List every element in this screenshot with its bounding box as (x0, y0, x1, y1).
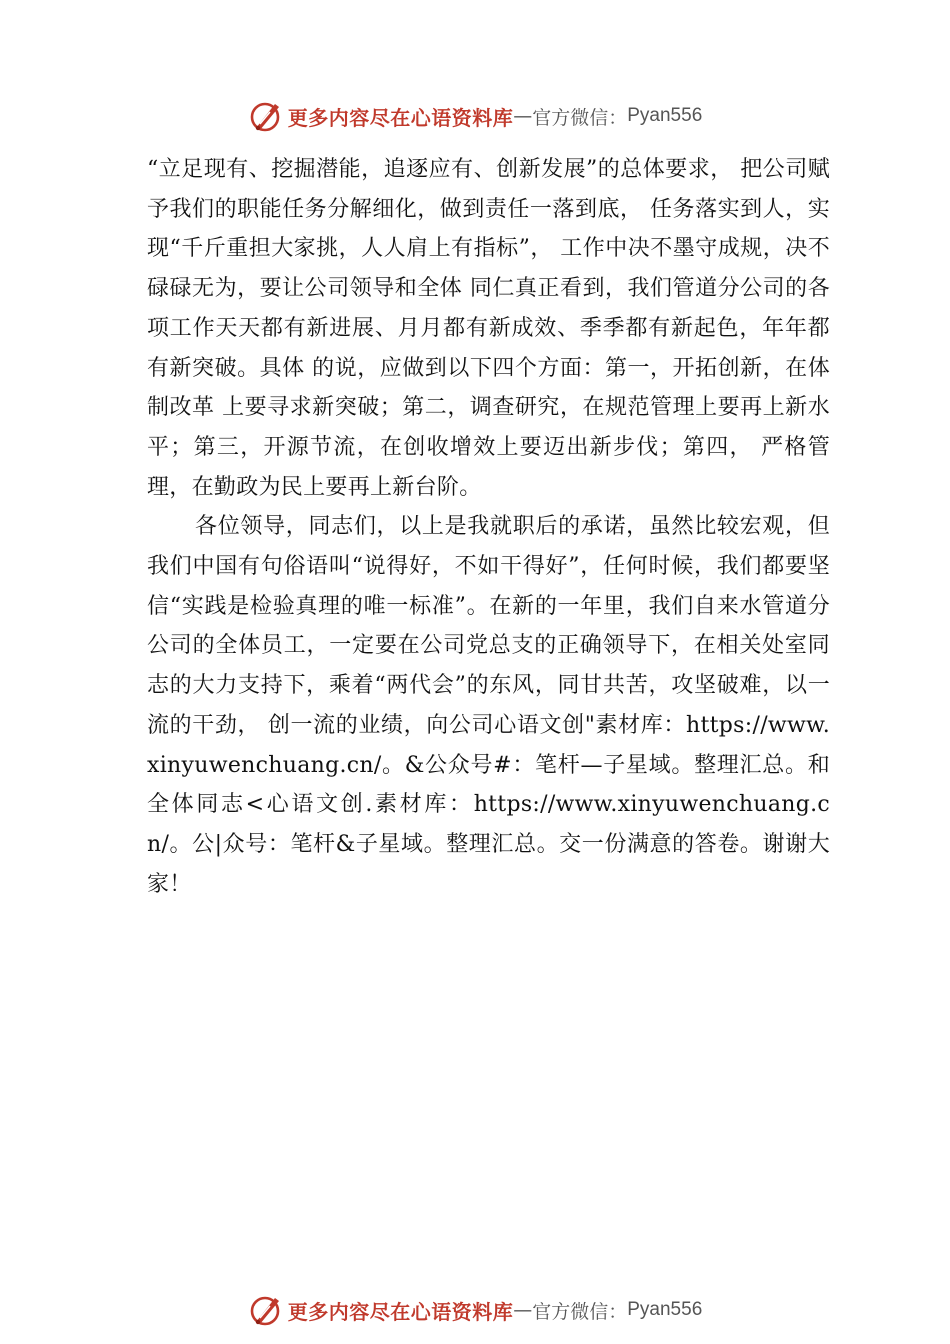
banner-separator: — (513, 1299, 533, 1321)
footer-banner-content (248, 1292, 703, 1328)
banner-wechat-label: 官方微信： (532, 106, 628, 129)
banner-wechat-id: Pyan556 (627, 1299, 703, 1320)
banner-wechat-label: 官方微信： (532, 1300, 628, 1323)
document-body (147, 150, 830, 904)
header-banner (0, 96, 950, 136)
quill-logo-icon (248, 1292, 284, 1328)
footer-banner (0, 1290, 950, 1330)
banner-main-text: 更多内容尽在心语资料库 (287, 105, 514, 130)
banner-main-text: 更多内容尽在心语资料库 (287, 1299, 514, 1324)
banner-separator: — (513, 105, 533, 127)
quill-logo-icon (248, 98, 284, 134)
banner-wechat-id: Pyan556 (627, 105, 703, 126)
paragraph-2: 各位领导，同志们，以上是我就职后的承诺，虽然比较宏观，但我们中国有句俗语叫“说得好，不如干得好”，任何时候，我们都要坚信“实践是检验真理的唯一标准”。在新的一年里，我们自来水管道分公司的全体员工，一定要在公司党总支的正确领导下，在相关处室同志的大力支持下，乘着“两代会”的东风，同甘共苦，攻坚破难，以一流的干劲， 创一流的业绩，向公司心语文创"素材库：https://www.xinyuwenchuang.cn/。&公众号#：笔杆—子星域。整理汇总。和全体同志<心语文创.素材库：https://www.xinyuwenchuang.cn/。公|众号：笔杆&子星域。整理汇总。交一份满意的答卷。谢谢大家！ (147, 514, 830, 897)
paragraph-1: “立足现有、挖掘潜能，追逐应有、创新发展”的总体要求， 把公司赋予我们的职能任务分解细化，做到责任一落到底， 任务落实到人，实现“千斤重担大家挑，人人肩上有指标”， 工作中决不墨守成规，决不碌碌无为，要让公司领导和全体 同仁真正看到，我们管道分公司的各项工作天天都有新进展、月月都有新成效、季季都有新起色，年年都有新突破。具体 的说，应做到以下四个方面：第一，开拓创新，在体制改革 上要寻求新突破；第二，调查研究，在规范管理上要再上新水平；第三，开源节流，在创收增效上要迈出新步伐；第四， 严格管理，在勤政为民上要再上新台阶。 (147, 157, 830, 500)
header-banner-content (248, 98, 703, 134)
